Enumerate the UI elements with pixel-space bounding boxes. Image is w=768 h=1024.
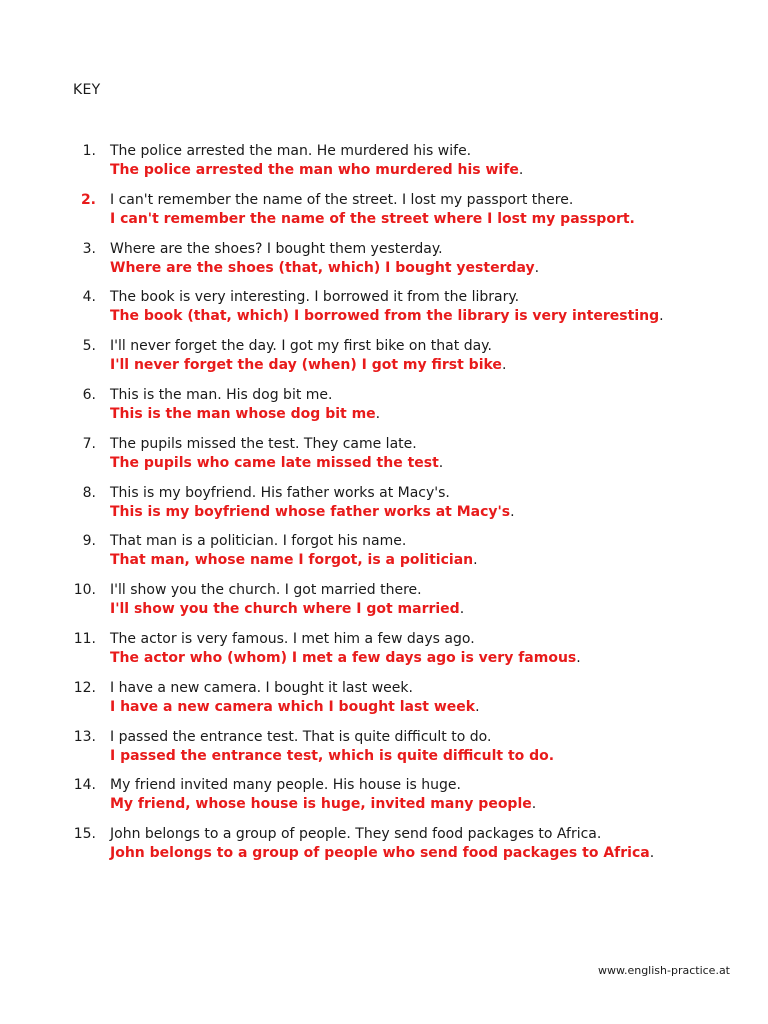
list-item (0, 532, 768, 581)
item-number: 10. (73, 582, 96, 599)
item-answer-line (110, 698, 480, 717)
item-number: 11. (73, 630, 96, 647)
list-item (0, 825, 768, 874)
item-answer-line (110, 747, 554, 766)
item-number: 6. (82, 386, 96, 403)
item-question: My friend invited many people. His house is huge. (110, 777, 461, 794)
item-number: 12. (73, 679, 96, 696)
item-answer-punct: . (473, 552, 478, 569)
item-answer: My friend, whose house is huge, invited many people (110, 796, 532, 813)
item-answer-punct: . (375, 405, 381, 422)
list-item (0, 679, 768, 728)
item-number: 5. (82, 338, 96, 355)
item-answer: This is my boyfriend whose father works at Macy's (110, 503, 511, 520)
item-answer-line (110, 649, 581, 668)
item-answer-line (110, 405, 380, 424)
item-question: The book is very interesting. I borrowed it from the library. (110, 289, 520, 306)
item-answer-punct: . (459, 601, 465, 618)
list-item (0, 288, 768, 337)
item-answer-punct: . (531, 796, 537, 813)
item-number: 15. (73, 826, 96, 843)
list-item (0, 337, 768, 386)
item-answer: I'll show you the church where I got married (110, 601, 460, 618)
item-answer: The book (that, which) I borrowed from the library is very interesting (110, 308, 660, 325)
item-question: I'll never forget the day. I got my first bike on that day. (110, 338, 492, 355)
exercise-list (0, 142, 768, 874)
item-answer-line (110, 259, 539, 278)
item-answer-line (110, 551, 478, 570)
item-answer-punct: . (475, 698, 480, 715)
item-question: The police arrested the man. He murdered his wife. (110, 143, 472, 159)
item-question: Where are the shoes? I bought them yesterday. (110, 240, 443, 257)
item-answer: The police arrested the man who murdered his wife (110, 162, 519, 178)
item-question: I can't remember the name of the street. I lost my passport there. (110, 191, 574, 208)
item-question: That man is a politician. I forgot his name. (110, 533, 407, 550)
list-item (0, 435, 768, 484)
item-answer: That man, whose name I forgot, is a politician (110, 552, 474, 569)
item-answer: John belongs to a group of people who send food packages to Africa (110, 845, 650, 862)
item-number: 1. (82, 143, 96, 159)
item-question: This is my boyfriend. His father works at Macy's. (110, 484, 450, 501)
item-number: 14. (73, 777, 96, 794)
list-item (0, 484, 768, 533)
footer-url: www.english-practice.at (597, 964, 730, 977)
item-answer: I passed the entrance test, which is quite difficult to do. (110, 747, 555, 764)
item-answer-punct: . (518, 162, 524, 178)
item-number: 7. (82, 435, 96, 452)
item-answer-punct: . (576, 649, 581, 666)
item-number: 2. (80, 191, 96, 208)
item-number: 13. (73, 728, 96, 745)
list-item (0, 142, 768, 191)
item-answer-punct: . (659, 308, 664, 325)
item-question: I'll show you the church. I got married there. (110, 582, 422, 599)
item-answer: Where are the shoes (that, which) I bought yesterday (110, 259, 535, 276)
item-answer-line (110, 795, 536, 814)
item-answer-line (110, 503, 515, 522)
item-answer-line (110, 161, 523, 180)
item-answer-line (110, 356, 506, 375)
item-question: The pupils missed the test. They came late. (110, 435, 417, 452)
item-answer: I have a new camera which I bought last week (110, 698, 476, 715)
list-item (0, 728, 768, 777)
item-answer-line (110, 600, 464, 619)
item-answer-line (110, 454, 443, 473)
item-question: I passed the entrance test. That is quite difficult to do. (110, 728, 492, 745)
item-answer: The pupils who came late missed the test (110, 454, 439, 471)
list-item (0, 776, 768, 825)
item-answer: The actor who (whom) I met a few days ago is very famous (110, 649, 577, 666)
item-number: 8. (82, 484, 96, 501)
item-answer-punct: . (438, 454, 444, 471)
item-answer-punct: . (649, 845, 655, 862)
item-number: 4. (82, 289, 96, 306)
list-item (0, 581, 768, 630)
page-title: KEY (73, 82, 101, 98)
item-question: I have a new camera. I bought it last week. (110, 679, 413, 696)
item-answer-line (110, 210, 635, 229)
item-answer: This is the man whose dog bit me (110, 405, 376, 422)
item-question: The actor is very famous. I met him a few days ago. (110, 630, 475, 647)
item-answer-punct: . (534, 259, 540, 276)
list-item (0, 191, 768, 240)
item-answer-line (110, 844, 654, 863)
item-question: John belongs to a group of people. They send food packages to Africa. (110, 826, 602, 843)
item-answer-line (110, 307, 664, 326)
list-item (0, 240, 768, 289)
list-item (0, 386, 768, 435)
item-question: This is the man. His dog bit me. (110, 386, 333, 403)
item-number: 9. (82, 533, 96, 550)
item-answer-punct: . (501, 357, 507, 374)
item-number: 3. (82, 240, 96, 257)
item-answer: I can't remember the name of the street where I lost my passport. (110, 210, 635, 227)
list-item (0, 630, 768, 679)
item-answer: I'll never forget the day (when) I got my first bike (110, 357, 502, 374)
item-answer-punct: . (510, 503, 515, 520)
